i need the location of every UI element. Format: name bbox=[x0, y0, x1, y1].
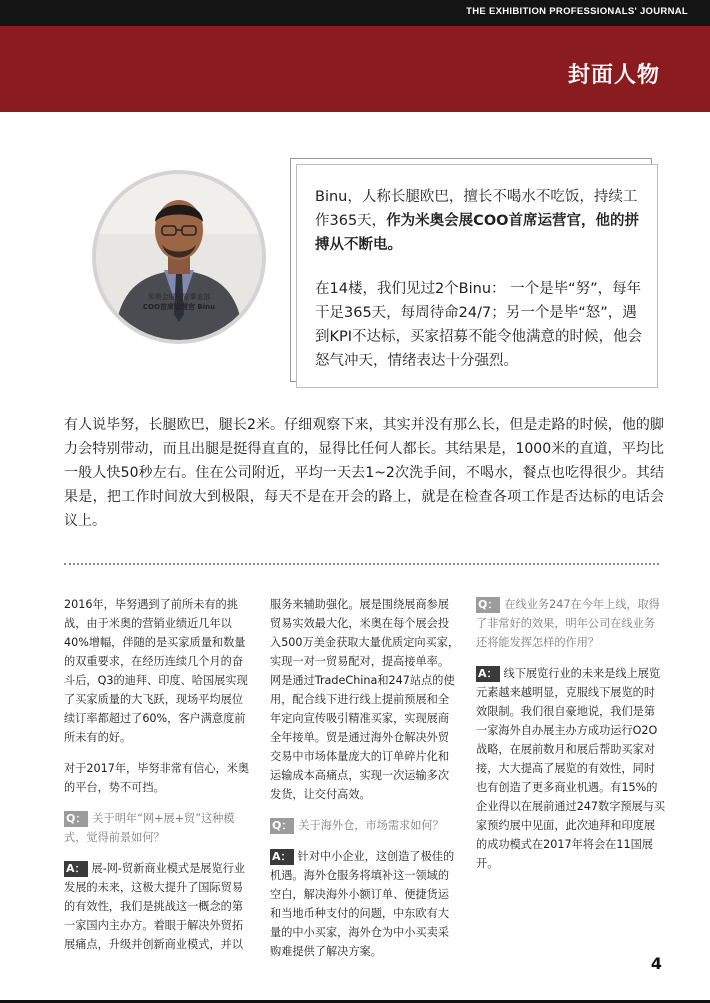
col1-answer: A： 展-网-贸新商业模式是展览行业发展的未来，这极大提升了国际贸易的有效性，我们是挑战这一概念的第一家国内主办方。着眼于解决外贸拓展痛点，升级并创新商业模式，并以 bbox=[64, 862, 246, 951]
section-title: 封面人物 bbox=[567, 63, 660, 88]
top-bar bbox=[0, 0, 710, 26]
col3-answer: A： 线下展览行业的未来是线上展览元素越来越明显，克服线下展览的时效限制。我们很自豪地说，我们是第一家海外自办展主办方成功运行O2O战略，在展前数月和展后帮助买家对接，大大提高了展览的有效性，同时也有创造了更多商业机遇。有15%的企业得以在展前通过247数字预展与买家预约展中见面，此次迪拜和印度展的成功模式在2017年将会在11国展开。 bbox=[476, 667, 666, 870]
question-tag: Q： bbox=[478, 598, 499, 611]
quote-highlight: 作为米奥会展COO首席运营官，他的拼搏从不断电。 bbox=[315, 213, 639, 253]
answer-tag: A： bbox=[66, 862, 86, 875]
portrait-photo bbox=[92, 170, 266, 344]
page-number: 4 bbox=[650, 954, 662, 973]
quote-paragraph-1: Binu，人称长腿欧巴，擅长不喝水不吃饭，持续工作365天，作为米奥会展COO首席运营官，他的拼搏从不断电。 bbox=[315, 189, 639, 253]
answer-tag: A： bbox=[478, 667, 498, 680]
column-1 bbox=[64, 595, 254, 966]
answer-tag: A： bbox=[272, 850, 292, 863]
question-tag: Q： bbox=[272, 819, 293, 832]
person-photo bbox=[96, 174, 262, 340]
column-3 bbox=[476, 595, 666, 885]
col3-question: Q： 在线业务247在今年上线，取得了非常好的效果，明年公司在线业务还将能发挥怎样的作用？ bbox=[476, 598, 660, 649]
col1-paragraph-1: 2016年，毕努遇到了前所未有的挑战，由于米奥的营销业绩近几年以40%增幅，伴随的是买家质量和数量的双重要求，在经历连续几个月的奋斗后，Q3的迪拜、印度、哈国展实现了买家质量的大飞跃，现场平均展位续订率都超过了60%，客户满意度前所未有的好。 bbox=[64, 598, 248, 744]
column-2 bbox=[270, 595, 460, 973]
col1-question: Q： 关于明年“网+展+贸”这种模式，觉得前景如何？ bbox=[64, 812, 235, 844]
col2-paragraph-1: 服务来辅助强化。展是围绕展商参展贸易实效最大化，米奥在每个展会投入500万美金获取大量优质定向买家，实现一对一贸易配对，提高接单率。网是通过TradeChina和247站点的使用，配合线下进行线上提前预展和全年定向宣传吸引精准买家，实现展商全年接单。贸是通过海外仓解决外贸交易中市场体量庞大的订单碎片化和运输成本高痛点，实现一次运输多次发货，让交付高效。 bbox=[270, 598, 460, 801]
question-tag: Q： bbox=[66, 812, 87, 825]
quote-box bbox=[290, 158, 660, 388]
intro-paragraph: 有人说毕努，长腿欧巴，腿长2米。仔细观察下来，其实并没有那么长，但是走路的时候，他的脚力会特别带动，而且出腿是挺得直直的，显得比任何人都长。其结果是，1000米的直道，平均比一般人快50秒左右。住在公司附近，平均一天去1~2次洗手间，不喝水，餐点也吃得很少。其结果是，把工作时间放大到极限，每天不是在开会的路上，就是在检查各项工作是否达标的电话会议上。 bbox=[64, 417, 664, 529]
col1-paragraph-2: 对于2017年，毕努非常有信心，米奥的平台，势不可挡。 bbox=[64, 762, 250, 794]
dotted-divider bbox=[64, 563, 659, 565]
col2-question: Q： 关于海外仓，市场需求如何？ bbox=[272, 819, 444, 832]
col2-answer: A： 针对中小企业，这创造了极佳的机遇。海外仓服务将填补这一领域的空白，解决海外小额订单、便捷货运和当地币种支付的问题，中东欧有大量的中小买家，海外仓为中小买卖采购难提供了解决方案。 bbox=[270, 850, 455, 958]
photo-caption bbox=[96, 292, 262, 312]
quote-paragraph-2: 在14楼，我们见过2个Binu： 一个是毕“努”，每年干足365天，每周待命24/7；另一个是毕“怒”，遇到KPI不达标，买家招募不能令他满意的时候，他会怒气冲天，情绪表达十分强烈。 bbox=[315, 281, 643, 369]
quote-frame bbox=[296, 164, 658, 388]
quote-text bbox=[315, 185, 647, 393]
caption-dept: 米奥会展展览事业部 bbox=[147, 293, 211, 301]
journal-title: THE EXHIBITION PROFESSIONALS' JOURNAL bbox=[466, 6, 688, 17]
caption-name: COO首席运营官 Binu bbox=[142, 303, 216, 311]
